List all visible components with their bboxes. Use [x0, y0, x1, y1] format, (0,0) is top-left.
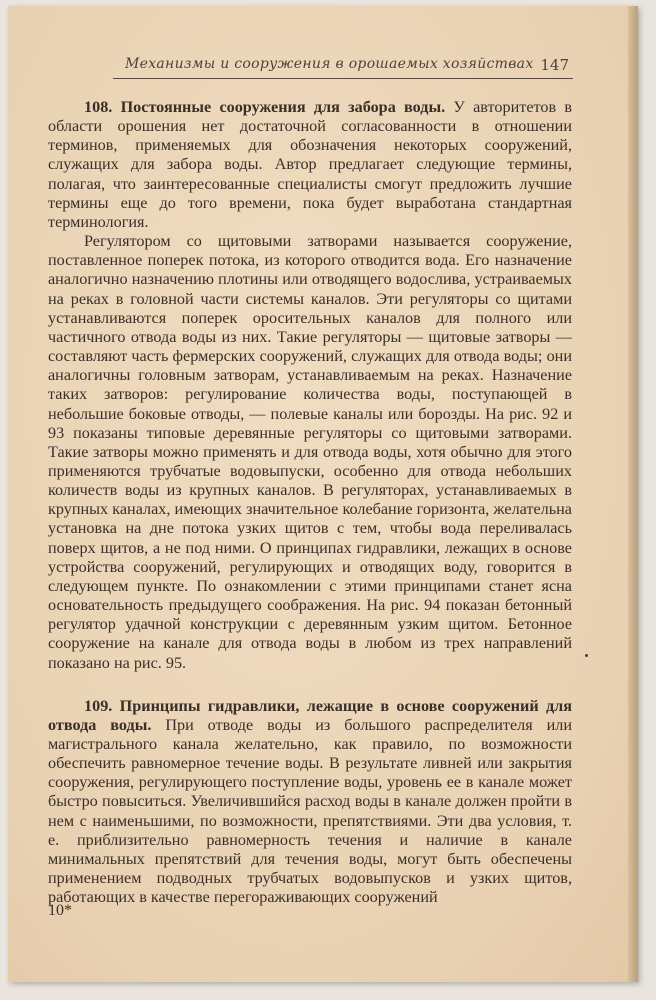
paper-speck [585, 654, 588, 657]
section-108-heading: 108. Постоянные сооружения для забора воды. [84, 98, 446, 116]
signature-mark: 10* [48, 902, 72, 919]
section-109-text-1: При отводе воды из большого распределителя или магистрального канала желательно, как правило, по возможности обеспечить равномерное течение воды. В результате ливней или закрытия сооружения, регулирующего поступление воды, уровень ее в канале может быстро повыситься. Увеличившийся расход воды в канале должен пройти в нем с наименьшими, по возможности, препятствиями. Эти два условия, т. е. приблизительно равномерность течения и наличие в канале минимальных препятствий для течения воды, могут быть обеспечены применением подводных трубчатых водовыпусков и узких щитов, работающих в качестве перегораживающих сооружений [48, 715, 572, 907]
page-edge [628, 6, 638, 982]
running-title: Механизмы и сооружения в орошаемых хозяйствах [125, 56, 534, 72]
section-109-heading: 109. Принципы гидравлики, лежащие в основе сооружений для отвода воды. [48, 696, 572, 734]
section-108-text-2: Регулятором со щитовыми затворами называется сооружение, поставленное поперек потока, из которого отводится вода. Его назначение аналогично назначению плотины или отводящего водослива, устраиваемых на реках в головной части системы каналов. Эти регуляторы со щитами устанавливаются поперек оросительных каналов для полного или частичного отвода воды из них. Такие регуляторы — щитовые затворы — составляют часть фермерских сооружений, служащих для отвода воды; они аналогичны головным затворам, устанавливаемым на реках. Назначение таких затворов: регулирование количества воды, поступающей в небольшие боковые отводы, — полевые каналы или борозды. На рис. 92 и 93 показаны типовые деревянные регуляторы со щитовыми затворами. Такие затворы можно применять и для отвода воды, хотя обычно для этого применяются трубчатые водовыпуски, особенно для отвода небольших количеств воды из крупных каналов. В регуляторах, устанавливаемых в крупных каналах, имеющих значительное колебание горизонта, желательна установка на дне потока узких щитов с тем, чтобы вода переливалась поверх щитов, а не под ними. О принципах гидравлики, лежащих в основе устройства сооружений, регулирующих и отводящих воду, говорится в следующем пункте. По ознакомлении с этими принципами станет ясна основательность предыдущего соображения. На рис. 94 показан бетонный регулятор удачной конструкции с деревянным узким щитом. Бетонное сооружение на канале для отвода воды в любом из трех направлений показано на рис. 95. [48, 232, 572, 672]
page-number: 147 [540, 56, 569, 74]
running-header [113, 54, 573, 79]
book-page [8, 6, 638, 982]
section-108-paragraph-2 [48, 232, 572, 673]
section-109-paragraph-1 [48, 697, 572, 908]
section-108-text-1: У авторитетов в области орошения нет достаточной согласованности в отношении терминов, применяемых для обозначения некоторых сооружений, служащих для забора воды. Автор предлагает следующие термины, полагая, что заинтересованные специалисты смогут предложить лучшие термины еще до того времени, пока будет выработана стандартная терминология. [48, 98, 573, 231]
body-text [48, 98, 572, 907]
section-108-paragraph-1 [48, 98, 572, 232]
